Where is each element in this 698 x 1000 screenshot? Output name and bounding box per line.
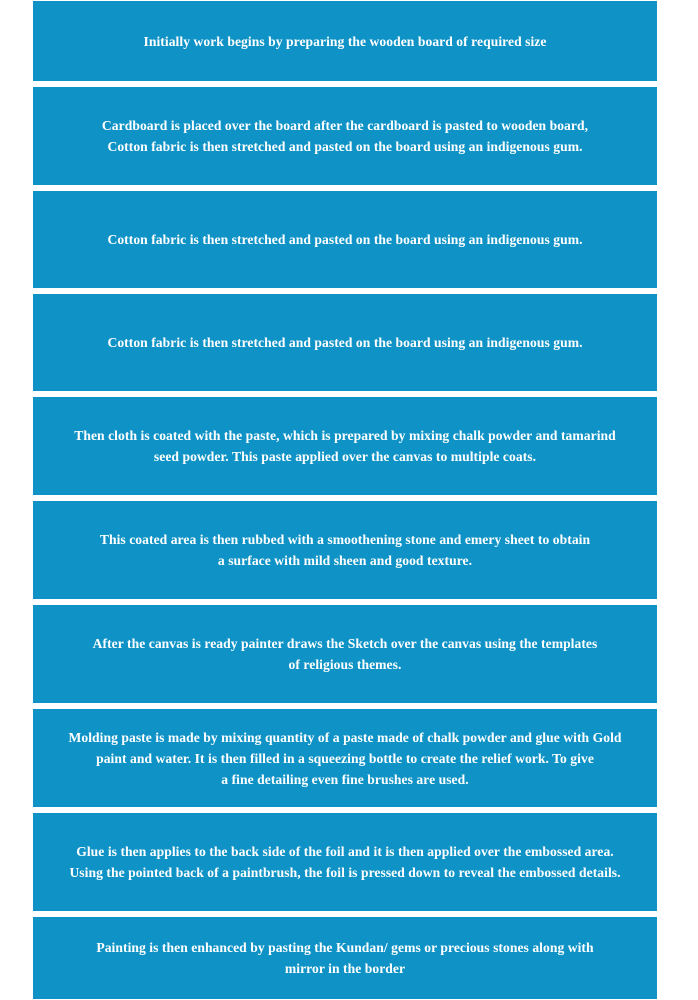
step-box-5 [33, 397, 657, 495]
step-text-1: Initially work begins by preparing the wooden board of required size [143, 33, 547, 49]
step-box-6 [33, 501, 657, 599]
step-text-4: Cotton fabric is then stretched and pasted on the board using an indigenous gum. [107, 335, 583, 350]
step-box-1 [33, 1, 657, 81]
step-text-8: Molding paste is made by mixing quantity of a paste made of chalk powder and glue with Gold paint and water. It is then filled in a squeezing bottle to create the relief work. To give a fine detailing even fine brushes are used. [68, 729, 622, 787]
step-text-2: Cardboard is placed over the board after the cardboard is pasted to wooden board, Cotton fabric is then stretched and pasted on the board using an indigenous gum. [101, 118, 589, 154]
step-text-9: Glue is then applies to the back side of the foil and it is then applied over the embossed area. Using the pointed back of a paintbrush, the foil is pressed down to reveal the embossed details. [69, 844, 621, 880]
step-box-4 [33, 294, 657, 391]
step-text-6: This coated area is then rubbed with a smoothening stone and emery sheet to obtain a surface with mild sheen and good texture. [99, 532, 591, 568]
step-box-8 [33, 709, 657, 807]
step-box-10 [33, 917, 657, 999]
step-text-3: Cotton fabric is then stretched and pasted on the board using an indigenous gum. [107, 232, 583, 247]
step-box-3 [33, 191, 657, 288]
step-box-9 [33, 813, 657, 911]
step-box-2 [33, 87, 657, 185]
step-text-10: Painting is then enhanced by pasting the Kundan/ gems or precious stones along with mirror in the border [96, 940, 594, 976]
step-text-7: After the canvas is ready painter draws the Sketch over the canvas using the templates of religious themes. [92, 636, 598, 672]
step-box-7 [33, 605, 657, 703]
step-text-5: Then cloth is coated with the paste, which is prepared by mixing chalk powder and tamarind seed powder. This paste applied over the canvas to multiple coats. [74, 428, 616, 464]
